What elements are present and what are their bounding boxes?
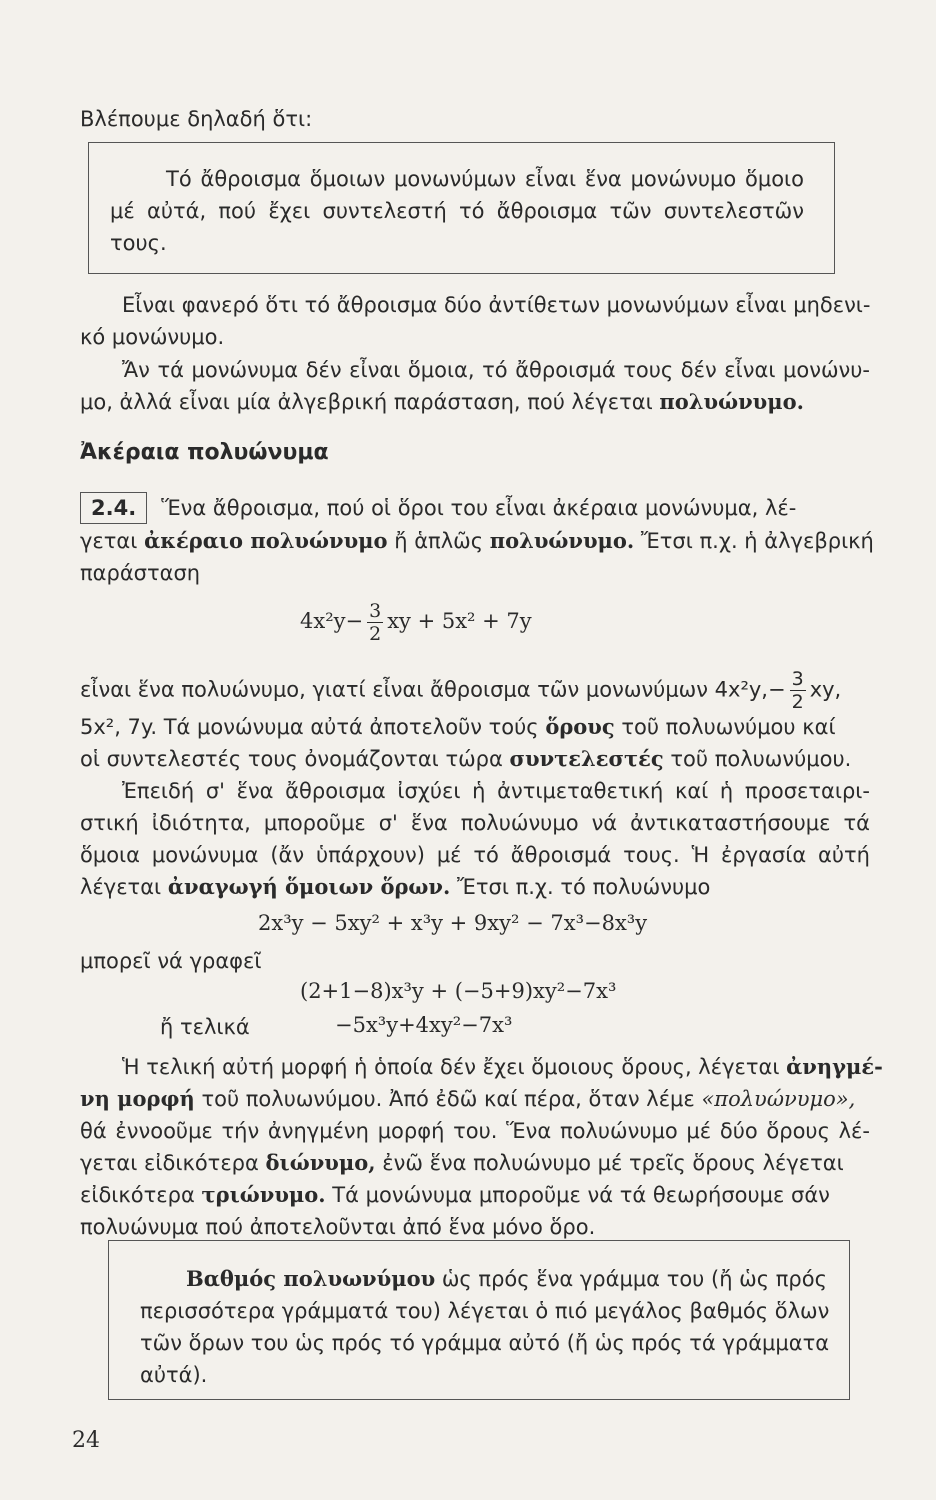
box1-line3: τους.: [110, 231, 167, 255]
formula-reduced-polynomial: −5x³y+4xy²−7x³: [335, 1013, 513, 1037]
p7-line3: θά ἐννοοῦμε τήν ἀνηγμένη μορφή του. Ἕνα πολυώνυμο μέ δύο ὅρους λέ-: [80, 1119, 870, 1143]
p7-line1: Ἡ τελική αὐτή μορφή ἡ ὁποία δέν ἔχει ὅμοιους ὅρους, λέγεται ἀνηγμέ-: [122, 1054, 883, 1079]
p3-line2: 5x², 7y. Τά μονώνυμα αὐτά ἀποτελοῦν τούς ὅρους τοῦ πολυωνύμου καί: [80, 714, 836, 739]
term-trinomial: τριώνυμο.: [201, 1182, 326, 1207]
box1-line1: Τό ἄθροισμα ὅμοιων μονωνύμων εἶναι ἕνα μονώνυμο ὅμοιο: [166, 167, 804, 191]
term-polynomial-simple: πολυώνυμο.: [489, 528, 635, 553]
term-degree-of-polynomial: Βαθμός πολυωνύμου: [186, 1266, 436, 1291]
box1-line2: μέ αὐτά, πού ἔχει συντελεστή τό ἄθροισμα τῶν συντελεστῶν: [110, 199, 804, 223]
box2-line3: τῶν ὅρων του ὡς πρός τό γράμμα αὐτό (ἤ ὡς πρός τά γράμματα: [140, 1331, 830, 1355]
p2-line1: Ἄν τά μονώνυμα δέν εἶναι ὅμοια, τό ἄθροισμά τους δέν εἶναι μονώνυ-: [122, 358, 870, 382]
p7-line2: νη μορφή τοῦ πολυωνύμου. Ἀπό ἐδῶ καί πέρα, ὅταν λέμε «πολυώνυμο»,: [80, 1086, 856, 1111]
p4-line3: ὅμοια μονώνυμα (ἄν ὑπάρχουν) μέ τό ἄθροισμά τους. Ἡ ἐργασία αὐτή: [80, 843, 870, 867]
p3-line3: οἱ συντελεστές τους ὀνομάζονται τώρα συντελεστές τοῦ πολυωνύμου.: [80, 746, 852, 771]
term-coefficients: συντελεστές: [509, 746, 664, 771]
p5-text: μπορεῖ νά γραφεῖ: [80, 949, 262, 973]
p6-label: ἤ τελικά: [160, 1015, 250, 1039]
section-number: 2.4.: [80, 492, 147, 524]
formula-grouped-polynomial: (2+1−8)x³y + (−5+9)xy²−7x³: [300, 979, 617, 1003]
section-2-4-line3: παράσταση: [80, 561, 201, 585]
formula-original-polynomial: 2x³y − 5xy² + x³y + 9xy² − 7x³−8x³y: [258, 911, 648, 935]
term-polynomial-quoted: «πολυώνυμο»,: [701, 1087, 856, 1111]
section-2-4-line1: 2.4. Ἕνα ἄθροισμα, πού οἱ ὅροι του εἶναι ἀκέραια μονώνυμα, λέ-: [80, 492, 870, 524]
term-terms: ὅρους: [545, 714, 615, 739]
page-number: 24: [72, 1428, 100, 1453]
term-polynomial: πολυώνυμο.: [659, 389, 804, 414]
section-2-4-line2: γεται ἀκέραιο πολυώνυμο ἤ ἁπλῶς πολυώνυμο. Ἔτσι π.χ. ἡ ἀλγεβρική: [80, 528, 874, 553]
term-reduction-of-like-terms: ἀναγωγή ὅμοιων ὅρων.: [167, 874, 451, 899]
p3-line1: εἶναι ἕνα πολυώνυμο, γιατί εἶναι ἄθροισμα τῶν μονωνύμων 4x²y,− $\frac{3}{2}$ xy,: [80, 668, 842, 713]
p1-line2: κό μονώνυμο.: [80, 325, 225, 349]
section-heading: Ἀκέραια πολυώνυμα: [80, 440, 329, 465]
p4-line1: Ἐπειδή σ' ἕνα ἄθροισμα ἰσχύει ἡ ἀντιμεταθετική καί ἡ προσεταιρι-: [122, 779, 870, 803]
p2-line2: μο, ἀλλά εἶναι μία ἀλγεβρική παράσταση, πού λέγεται πολυώνυμο.: [80, 389, 804, 414]
term-binomial: διώνυμο,: [265, 1150, 376, 1175]
p7-line6: πολυώνυμα πού ἀποτελοῦνται ἀπό ἕνα μόνο ὅρο.: [80, 1215, 596, 1239]
p4-line4: λέγεται ἀναγωγή ὅμοιων ὅρων. Ἔτσι π.χ. τό πολυώνυμο: [80, 874, 711, 899]
p1-line1: Εἶναι φανερό ὅτι τό ἄθροισμα δύο ἀντίθετων μονωνύμων εἶναι μηδενι-: [122, 293, 871, 317]
p7-line5: εἰδικότερα τριώνυμο. Τά μονώνυμα μποροῦμε νά τά θεωρήσουμε σάν: [80, 1182, 830, 1207]
box2-line1: Βαθμός πολυωνύμου ὡς πρός ἕνα γράμμα του (ἤ ὡς πρός: [186, 1266, 827, 1291]
term-integer-polynomial: ἀκέραιο πολυώνυμο: [144, 528, 388, 553]
intro-text: Βλέπουμε δηλαδή ὅτι:: [80, 107, 313, 131]
box2-line4: αὐτά).: [140, 1363, 208, 1387]
term-reduced-form: ἀνηγμέ-: [786, 1054, 883, 1079]
fraction-three-halves: $\frac{3}{2}$: [369, 600, 382, 645]
p7-line4: γεται εἰδικότερα διώνυμο, ἐνῶ ἕνα πολυώνυμο μέ τρεῖς ὅρους λέγεται: [80, 1150, 844, 1175]
box2-line2: περισσότερα γράμματά του) λέγεται ὁ πιό μεγάλος βαθμός ὅλων: [140, 1299, 830, 1323]
p4-line2: στική ἰδιότητα, μποροῦμε σ' ἕνα πολυώνυμο νά ἀντικαταστήσουμε τά: [80, 811, 870, 835]
formula-example-polynomial: 4x²y− $\frac{3}{2}$ xy + 5x² + 7y: [300, 600, 532, 645]
